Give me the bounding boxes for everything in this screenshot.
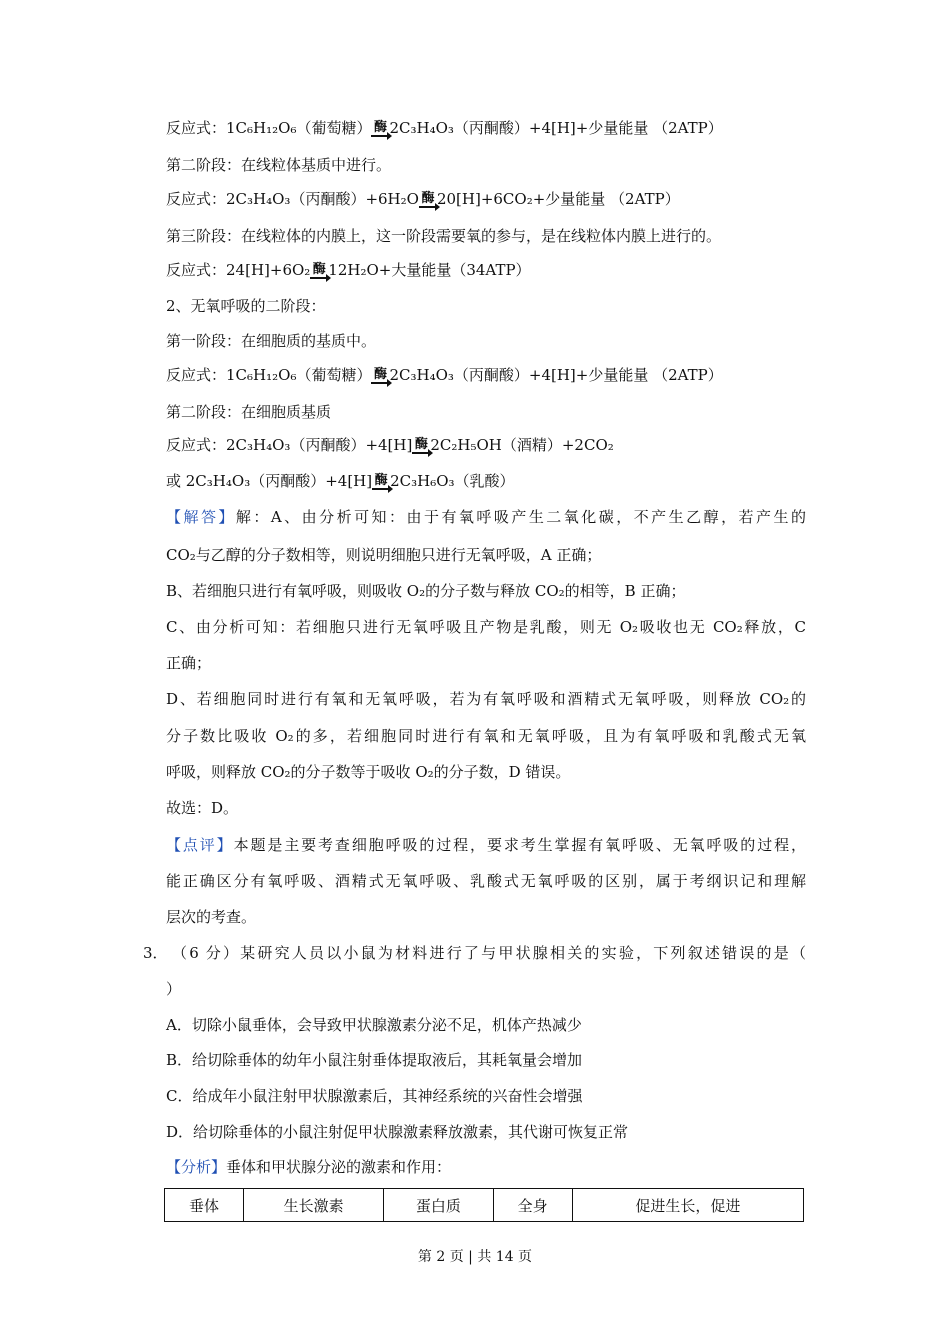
- anaerobic-stage-2: 第二阶段：在细胞质基质: [166, 403, 332, 421]
- question-3-stem: （6 分）某研究人员以小鼠为材料进行了与甲状腺相关的实验，下列叙述错误的是（: [172, 944, 806, 962]
- stage-2-text: 第二阶段：在线粒体基质中进行。: [166, 156, 392, 174]
- comment-tag: 【点评】: [166, 836, 234, 854]
- reaction-line-6: [166, 471, 515, 491]
- answer-option-c-cont: 正确；: [166, 654, 212, 672]
- reaction-3-prefix: 反应式：24[H]+6O₂: [166, 261, 311, 279]
- table-row: [165, 1189, 804, 1222]
- reaction-line-5: [166, 435, 614, 455]
- reaction-line-1: [166, 118, 723, 138]
- enzyme-arrow-icon: 酶: [372, 474, 390, 490]
- analysis-line: 【分析】垂体和甲状腺分泌的激素和作用：: [166, 1158, 452, 1176]
- enzyme-arrow-icon: 酶: [310, 263, 328, 279]
- reaction-5-suffix: 2C₂H₅OH（酒精）+2CO₂: [430, 436, 614, 454]
- option-d: D．给切除垂体的小鼠注射促甲状腺激素释放激素，其代谢可恢复正常: [166, 1123, 629, 1141]
- enzyme-arrow-icon: 酶: [419, 192, 437, 208]
- table-cell: 垂体: [165, 1189, 244, 1222]
- answer-line-2: CO₂与乙醇的分子数相等，则说明细胞只进行无氧呼吸，A 正确；: [166, 546, 602, 564]
- answer-option-d-2: 分子数比吸收 O₂的多，若细胞同时进行有氧和无氧呼吸，且为有氧呼吸和乳酸式无氧: [166, 727, 806, 745]
- reaction-line-2: [166, 189, 680, 209]
- enzyme-arrow-icon: 酶: [412, 438, 430, 454]
- table-cell: 促进生长，促进: [572, 1189, 803, 1222]
- table-cell: 蛋白质: [384, 1189, 494, 1222]
- reaction-6-prefix: 或 2C₃H₄O₃（丙酮酸）+4[H]: [166, 472, 373, 490]
- enzyme-arrow-icon: 酶: [371, 368, 389, 384]
- analysis-tag: 【分析】: [166, 1158, 227, 1176]
- reaction-4-prefix: 反应式：1C₆H₁₂O₆（葡萄糖）: [166, 366, 372, 384]
- reaction-line-4: [166, 365, 723, 385]
- answer-option-c: C、由分析可知：若细胞只进行无氧呼吸且产物是乳酸，则无 O₂吸收也无 CO₂释放，C: [166, 618, 806, 636]
- question-3-number: 3．: [143, 944, 168, 962]
- reaction-2-prefix: 反应式：2C₃H₄O₃（丙酮酸）+6H₂O: [166, 190, 419, 208]
- answer-option-b: B、若细胞只进行有氧呼吸，则吸收 O₂的分子数与释放 CO₂的相等，B 正确；: [166, 582, 686, 600]
- hormone-table: [164, 1188, 804, 1222]
- answer-option-d-1: D、若细胞同时进行有氧和无氧呼吸，若为有氧呼吸和酒精式无氧呼吸，则释放 CO₂的: [166, 690, 806, 708]
- reaction-1-prefix: 反应式：1C₆H₁₂O₆（葡萄糖）: [166, 119, 372, 137]
- anaerobic-stage-1: 第一阶段：在细胞质的基质中。: [166, 332, 377, 350]
- reaction-line-3: [166, 260, 531, 280]
- question-3-stem-end: ）: [166, 980, 182, 998]
- stage-3-text: 第三阶段：在线粒体的内膜上，这一阶段需要氧的参与，是在线粒体内膜上进行的。: [166, 227, 722, 245]
- comment-line-1: 【点评】本题是主要考查细胞呼吸的过程，要求考生掌握有氧呼吸、无氧呼吸的过程，: [166, 836, 806, 854]
- table-cell: 全身: [493, 1189, 572, 1222]
- reaction-1-suffix: 2C₃H₄O₃（丙酮酸）+4[H]+少量能量 （2ATP）: [389, 119, 723, 137]
- table-cell: 生长激素: [244, 1189, 384, 1222]
- comment-line-3: 层次的考查。: [166, 908, 257, 926]
- enzyme-arrow-icon: 酶: [371, 121, 389, 137]
- anaerobic-heading: 2、无氧呼吸的二阶段：: [166, 297, 326, 315]
- reaction-2-suffix: 20[H]+6CO₂+少量能量 （2ATP）: [436, 190, 680, 208]
- reaction-6-suffix: 2C₃H₆O₃（乳酸）: [390, 472, 515, 490]
- answer-tag: 【解答】: [166, 508, 236, 526]
- answer-line-1: 【解答】解：A、由分析可知：由于有氧呼吸产生二氧化碳，不产生乙醇，若产生的: [166, 508, 806, 526]
- reaction-5-prefix: 反应式：2C₃H₄O₃（丙酮酸）+4[H]: [166, 436, 413, 454]
- answer-option-d-3: 呼吸，则释放 CO₂的分子数等于吸收 O₂的分子数，D 错误。: [166, 763, 571, 781]
- reaction-4-suffix: 2C₃H₄O₃（丙酮酸）+4[H]+少量能量 （2ATP）: [389, 366, 723, 384]
- comment-line-2: 能正确区分有氧呼吸、酒精式无氧呼吸、乳酸式无氧呼吸的区别，属于考纲识记和理解: [166, 872, 806, 890]
- answer-choice: 故选：D。: [166, 799, 239, 817]
- reaction-3-suffix: 12H₂O+大量能量（34ATP）: [328, 261, 531, 279]
- option-b: B．给切除垂体的幼年小鼠注射垂体提取液后，其耗氧量会增加: [166, 1051, 583, 1069]
- option-a: A．切除小鼠垂体，会导致甲状腺激素分泌不足，机体产热减少: [166, 1016, 582, 1034]
- option-c: C．给成年小鼠注射甲状腺激素后，其神经系统的兴奋性会增强: [166, 1087, 583, 1105]
- page-footer: 第 2 页 | 共 14 页: [417, 1249, 533, 1265]
